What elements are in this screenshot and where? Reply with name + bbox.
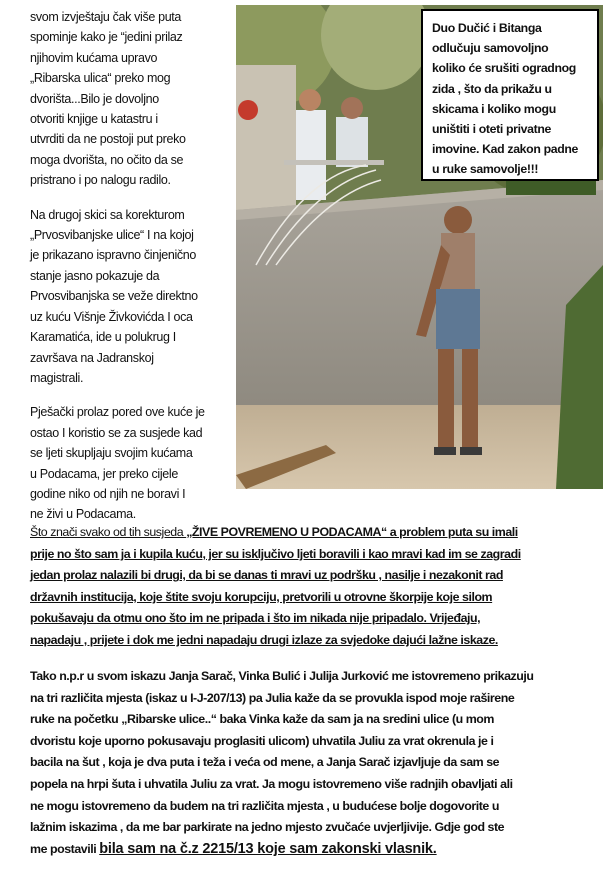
intro-text: Što znači svako od tih susjeda bbox=[30, 525, 187, 539]
text-line: na tri različita mjesta (iskaz u I-J-207/13) pa Julia kaže da se provukla ispod moje raširene bbox=[30, 690, 515, 705]
caption-line: koliko će srušiti ogradnog bbox=[432, 61, 576, 76]
caption-line: Duo Dučić i Bitanga bbox=[432, 21, 542, 35]
intro-text: me postavili bbox=[30, 841, 100, 856]
text-line: završava na Jadranskoj bbox=[30, 350, 154, 365]
caption-line: u ruke samovolje!!! bbox=[432, 162, 539, 177]
text-line: prije no što sam ja i kupila kuću, jer su isključivo ljeti boravili i kao mravi kad im se zagradi bbox=[30, 546, 521, 561]
text-line bbox=[30, 839, 610, 861]
text-line: svom izvještaju čak više puta bbox=[30, 10, 182, 24]
text-line: Pješački prolaz pored ove kuće je bbox=[30, 405, 205, 420]
paragraph-report bbox=[30, 7, 235, 191]
text-line: je prikazano ispravno činjenično bbox=[30, 248, 196, 263]
text-line: magistrali. bbox=[30, 370, 84, 385]
text-line: „Prvosvibanjske ulice“ I na kojoj bbox=[30, 228, 194, 243]
photo-caption-box bbox=[421, 9, 599, 181]
caption-line: odlučuju samovoljno bbox=[432, 41, 549, 56]
text-line: u Podacama, jer preko cijele bbox=[30, 466, 178, 481]
text-line: Prvosvibanjska se veže direktno bbox=[30, 289, 198, 304]
text-line: „Ribarska ulica“ preko mog bbox=[30, 71, 171, 86]
text-line: bacila na šut , koja je dva puta i teža i veća od mene, a Janja Sarač izjavljuje da sam se bbox=[30, 755, 500, 770]
text-line: napadaju , prijete i dok me jedni napadaju drugi izlaze za svjedoke dajući lažne iskaze. bbox=[30, 632, 498, 647]
text-line: Karamatića, ide u polukrug I bbox=[30, 330, 176, 345]
paragraph-sketch bbox=[30, 205, 235, 389]
text-line: pristrano i po nalogu radilo. bbox=[30, 173, 171, 188]
paragraph-testimonies bbox=[30, 666, 610, 860]
left-text-column bbox=[30, 7, 235, 539]
text-line: stanje jasno pokazuje da bbox=[30, 268, 160, 283]
text-line: godine niko od njih ne boravi I bbox=[30, 486, 186, 501]
text-line: Na drugoj skici sa korekturom bbox=[30, 207, 185, 222]
text-line: ruke na početku „Ribarske ulice..“ baka Vinka kaže da sam ja na sredini ulice (u mom bbox=[30, 712, 494, 727]
text-line: Tako n.p.r u svom iskazu Janja Sarač, Vinka Bulić i Julija Jurković me istovremeno prikazuju bbox=[30, 669, 534, 683]
text-line: državnih institucija, koje štite svoju korupciju, pretvorili u otrovne škorpije koje silom bbox=[30, 589, 493, 604]
text-line: jedan prolaz nalazili bi drugi, da bi se danas ti mravi uz podršku , nasilje i nezakonit rad bbox=[30, 568, 503, 583]
text-line: njihovim kućama upravo bbox=[30, 50, 158, 65]
text-line: ne živi u Podacama. bbox=[30, 507, 136, 522]
caption-line: zida , što da prikažu u bbox=[432, 81, 552, 96]
text-line: dvoristu koje uporno pokusavaju proglasiti ulicom) uhvatila Juliu za vrat okrenula je i bbox=[30, 733, 494, 748]
caption-line: imovine. Kad zakon padne bbox=[432, 142, 579, 157]
emphasis-text: „ŽIVE POVREMENO U PODACAMA“ a problem puta su imali bbox=[186, 525, 518, 539]
text-line: lažnim iskazima , da me bar parkirate na jedno mjesto zvučaće uvjerljivije. Gdje god ste bbox=[30, 820, 505, 835]
paragraph-pedestrian-path bbox=[30, 402, 235, 524]
text-line: popela na hrpi šuta i uhvatila Juliu za vrat. Ja mogu istovremeno više radnjih obavljati ali bbox=[30, 776, 513, 791]
text-line: uz kuću Višnje Živkovićda I oca bbox=[30, 309, 193, 324]
caption-line: skicama i koliko mogu bbox=[432, 101, 556, 116]
text-line: se ljeti skupljaju svojim kućama bbox=[30, 446, 193, 461]
text-line: dvorišta...Bilo je dovoljno bbox=[30, 91, 159, 106]
caption-line: uništiti i oteti privatne bbox=[432, 122, 552, 137]
text-line bbox=[30, 522, 610, 544]
text-line: moga dvorišta, no očito da se bbox=[30, 152, 184, 167]
text-line: ne mogu istovremeno da budem na tri različita mjesta , u budućese bolje dogovorite u bbox=[30, 798, 499, 813]
text-line: pokušavaju da otmu ono što im ne pripada i što im nikada nije pripadalo. Vrijeđaju, bbox=[30, 611, 481, 626]
emphasis-text: bila sam na č.z 2215/13 koje sam zakonski vlasnik. bbox=[99, 840, 437, 857]
text-line: ostao I koristio se za susjede kad bbox=[30, 425, 203, 440]
text-line: utvrditi da ne postoji put preko bbox=[30, 132, 186, 147]
text-line: otvoriti knjige u katastru i bbox=[30, 112, 158, 127]
text-line: spominje kako je “jedini prilaz bbox=[30, 30, 183, 45]
paragraph-neighbors bbox=[30, 522, 610, 652]
